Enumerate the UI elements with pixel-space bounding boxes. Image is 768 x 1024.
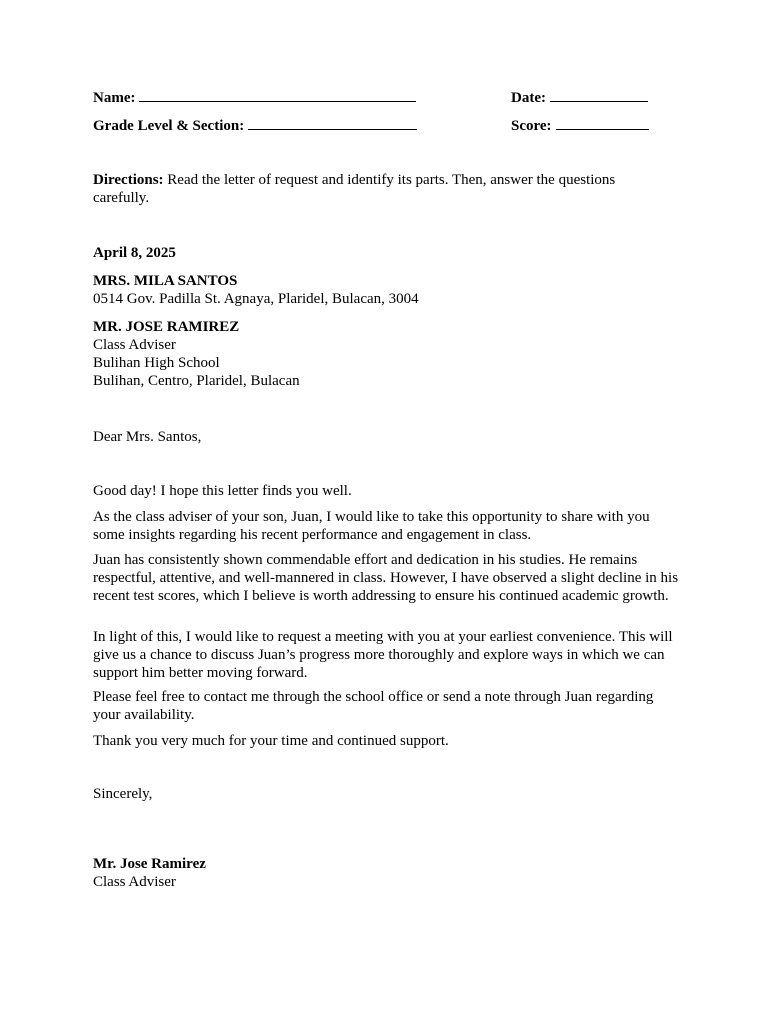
date-blank (550, 87, 648, 102)
sender-title: Class Adviser (93, 337, 176, 353)
grade-section-label: Grade Level & Section: (93, 118, 245, 134)
sender-address: Bulihan, Centro, Plaridel, Bulacan (93, 373, 300, 389)
directions-text: Read the letter of request and identify its parts. Then, answer the questions carefully. (93, 172, 616, 206)
directions (93, 171, 653, 207)
score-label: Score: (511, 118, 552, 134)
score-field (511, 115, 649, 135)
salutation: Dear Mrs. Santos, (93, 429, 202, 445)
grade-section-blank (248, 115, 417, 130)
score-blank (556, 115, 649, 130)
name-label: Name: (93, 90, 136, 106)
body-paragraph: Good day! I hope this letter finds you well. (93, 483, 352, 499)
signature-title: Class Adviser (93, 874, 176, 890)
signature-name: Mr. Jose Ramirez (93, 856, 206, 872)
recipient-block (93, 272, 683, 308)
sender-school: Bulihan High School (93, 355, 220, 371)
sender-name: MR. JOSE RAMIREZ (93, 319, 240, 335)
body-paragraph: In light of this, I would like to request a meeting with you at your earliest convenience. This will give us a chance to discuss Juan’s progress more thoroughly and explore ways in which we can support him better moving forward. (93, 629, 673, 681)
body-paragraph: Thank you very much for your time and continued support. (93, 733, 449, 749)
grade-section-field (93, 115, 417, 135)
complimentary-close: Sincerely, (93, 786, 153, 802)
directions-label: Directions: (93, 172, 164, 188)
body-paragraph: Please feel free to contact me through the school office or send a note through Juan regarding your availability. (93, 689, 654, 723)
body-paragraph: Juan has consistently shown commendable effort and dedication in his studies. He remains respectful, attentive, and well-mannered in class. However, I have observed a slight decline in his recent test scores, which I believe is worth addressing to ensure his continued academic growth. (93, 552, 679, 604)
date-field (511, 87, 648, 107)
sender-block (93, 318, 683, 390)
signature-block (93, 855, 683, 891)
recipient-name: MRS. MILA SANTOS (93, 273, 238, 289)
date-label: Date: (511, 90, 546, 106)
name-blank (139, 87, 416, 102)
body-paragraph: As the class adviser of your son, Juan, I would like to take this opportunity to share with you some insights regarding his recent performance and engagement in class. (93, 509, 650, 543)
letter-date: April 8, 2025 (93, 245, 176, 261)
name-field (93, 87, 416, 107)
recipient-address: 0514 Gov. Padilla St. Agnaya, Plaridel, Bulacan, 3004 (93, 291, 419, 307)
